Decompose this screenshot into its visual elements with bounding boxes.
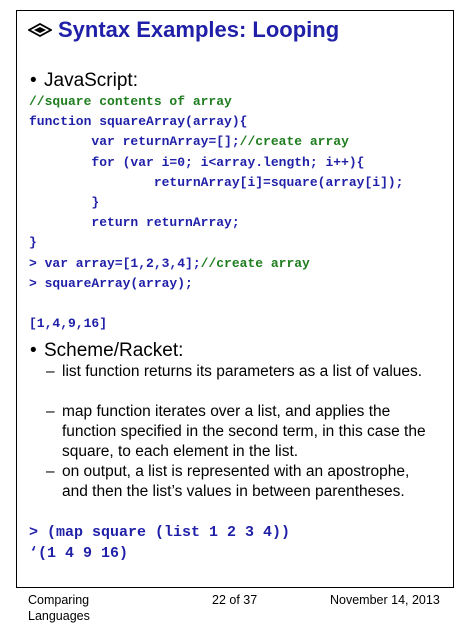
code-text: var returnArray=[]; xyxy=(91,134,240,150)
title-row xyxy=(28,14,339,46)
code-line xyxy=(29,274,403,294)
scheme-point xyxy=(46,402,438,461)
bullet-dot: • xyxy=(30,340,37,361)
code-comment: //create array xyxy=(200,255,310,271)
scheme-point-text: list function returns its parameters as a list of values. xyxy=(62,363,423,380)
diamond-logo-icon xyxy=(28,23,52,37)
scheme-point xyxy=(46,362,438,382)
dash-marker: – xyxy=(46,463,55,480)
footer-date: November 14, 2013 xyxy=(330,593,440,607)
bullet-label: JavaScript: xyxy=(44,70,138,91)
code-text: } xyxy=(91,194,100,210)
code-line xyxy=(29,132,403,152)
code-text: return returnArray; xyxy=(91,215,240,231)
bullet-dot: • xyxy=(30,70,37,91)
scheme-output-code: ‘(1 4 9 16) xyxy=(29,545,129,562)
code-line xyxy=(29,153,403,173)
bullet-scheme xyxy=(30,340,183,362)
scheme-input-code: > (map square (list 1 2 3 4)) xyxy=(29,524,291,541)
javascript-code-block xyxy=(29,92,403,334)
code-comment: //square contents of array xyxy=(29,94,232,109)
scheme-point xyxy=(46,462,438,502)
dash-marker: – xyxy=(46,363,55,380)
code-text: > var array=[1,2,3,4]; xyxy=(29,255,201,271)
code-line xyxy=(29,112,403,132)
code-text: [1,4,9,16] xyxy=(29,316,108,332)
slide-title: Syntax Examples: Looping xyxy=(58,17,340,42)
code-line xyxy=(29,193,403,213)
code-comment: //create array xyxy=(239,134,349,150)
footer-page-number: 22 of 37 xyxy=(212,593,258,607)
code-line xyxy=(29,213,403,233)
code-line xyxy=(29,314,403,334)
code-line xyxy=(29,173,403,193)
dash-marker: – xyxy=(46,403,55,420)
code-text: for (var i=0; i<array.length; i++){ xyxy=(91,154,365,170)
scheme-point-text: map function iterates over a list, and applies the function specified in the second term, in this case the square, to each element in the list. xyxy=(62,403,426,460)
code-text: function squareArray(array){ xyxy=(29,114,248,130)
footer-left: Comparing Languages xyxy=(28,593,90,623)
scheme-point-text: on output, a list is represented with an apostrophe, and then the list’s values in between parentheses. xyxy=(62,463,410,500)
code-line xyxy=(29,254,403,274)
bullet-label: Scheme/Racket: xyxy=(44,340,184,361)
code-text: > squareArray(array); xyxy=(29,275,193,291)
code-text: } xyxy=(29,235,37,251)
code-text: returnArray[i]=square(array[i]); xyxy=(153,174,404,190)
code-line xyxy=(29,294,403,314)
code-line xyxy=(29,92,403,112)
code-line xyxy=(29,233,403,253)
bullet-javascript xyxy=(30,70,138,92)
